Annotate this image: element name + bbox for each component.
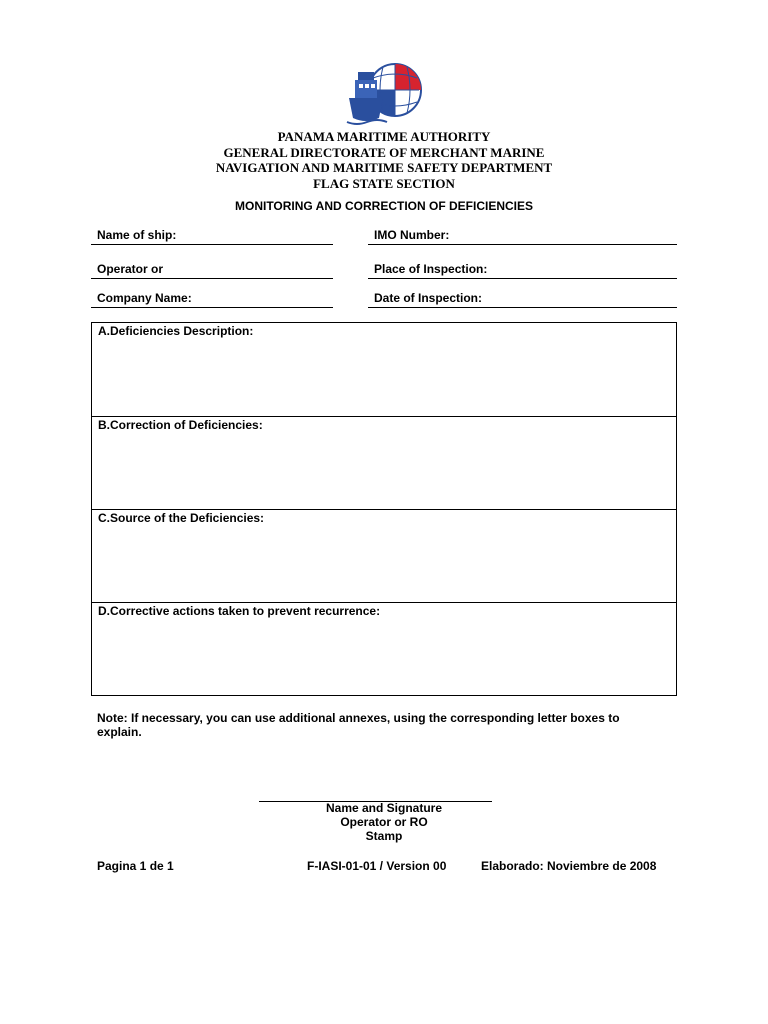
signature-stamp-label: Stamp xyxy=(365,829,403,843)
section-a-label: A.Deficiencies Description: xyxy=(98,324,254,338)
note-text: Note: If necessary, you can use additional annexes, using the corresponding letter boxes to explain. xyxy=(97,711,620,739)
name-of-ship-label: Name of ship: xyxy=(97,228,177,242)
header-directorate: GENERAL DIRECTORATE OF MERCHANT MARINE xyxy=(223,145,545,160)
imo-number-field[interactable] xyxy=(368,229,677,245)
header-section: FLAG STATE SECTION xyxy=(313,176,455,191)
header-department: NAVIGATION AND MARITIME SAFETY DEPARTMENT xyxy=(215,160,553,175)
footer-page-number: Pagina 1 de 1 xyxy=(97,859,174,873)
signature-operator-label: Operator or RO xyxy=(340,815,428,829)
footer-date: Elaborado: Noviembre de 2008 xyxy=(481,859,657,873)
deficiencies-box xyxy=(91,322,677,696)
footer-form-code: F-IASI-01-01 / Version 00 xyxy=(307,859,447,873)
signature-name-label: Name and Signature xyxy=(325,801,443,815)
section-b-label: B.Correction of Deficiencies: xyxy=(98,418,263,432)
operator-label: Operator or xyxy=(97,262,164,276)
date-of-inspection-field[interactable] xyxy=(368,292,677,308)
section-d-corrective-actions[interactable] xyxy=(92,602,676,695)
section-c-source-of-deficiencies[interactable] xyxy=(92,509,676,602)
company-name-label: Company Name: xyxy=(97,291,192,305)
section-a-deficiencies-description[interactable] xyxy=(92,323,676,416)
section-b-correction-of-deficiencies[interactable] xyxy=(92,416,676,509)
imo-number-label: IMO Number: xyxy=(374,228,450,242)
place-of-inspection-label: Place of Inspection: xyxy=(374,262,488,276)
place-of-inspection-field[interactable] xyxy=(368,263,677,279)
date-of-inspection-label: Date of Inspection: xyxy=(374,291,483,305)
company-name-field[interactable] xyxy=(91,292,333,308)
pma-logo xyxy=(343,60,427,132)
operator-field[interactable] xyxy=(91,263,333,279)
section-c-label: C.Source of the Deficiencies: xyxy=(98,511,265,525)
section-d-label: D.Corrective actions taken to prevent recurrence: xyxy=(98,604,381,618)
form-title: MONITORING AND CORRECTION OF DEFICIENCIES xyxy=(234,199,533,213)
header-authority: PANAMA MARITIME AUTHORITY xyxy=(277,129,491,144)
name-of-ship-field[interactable] xyxy=(91,229,333,245)
